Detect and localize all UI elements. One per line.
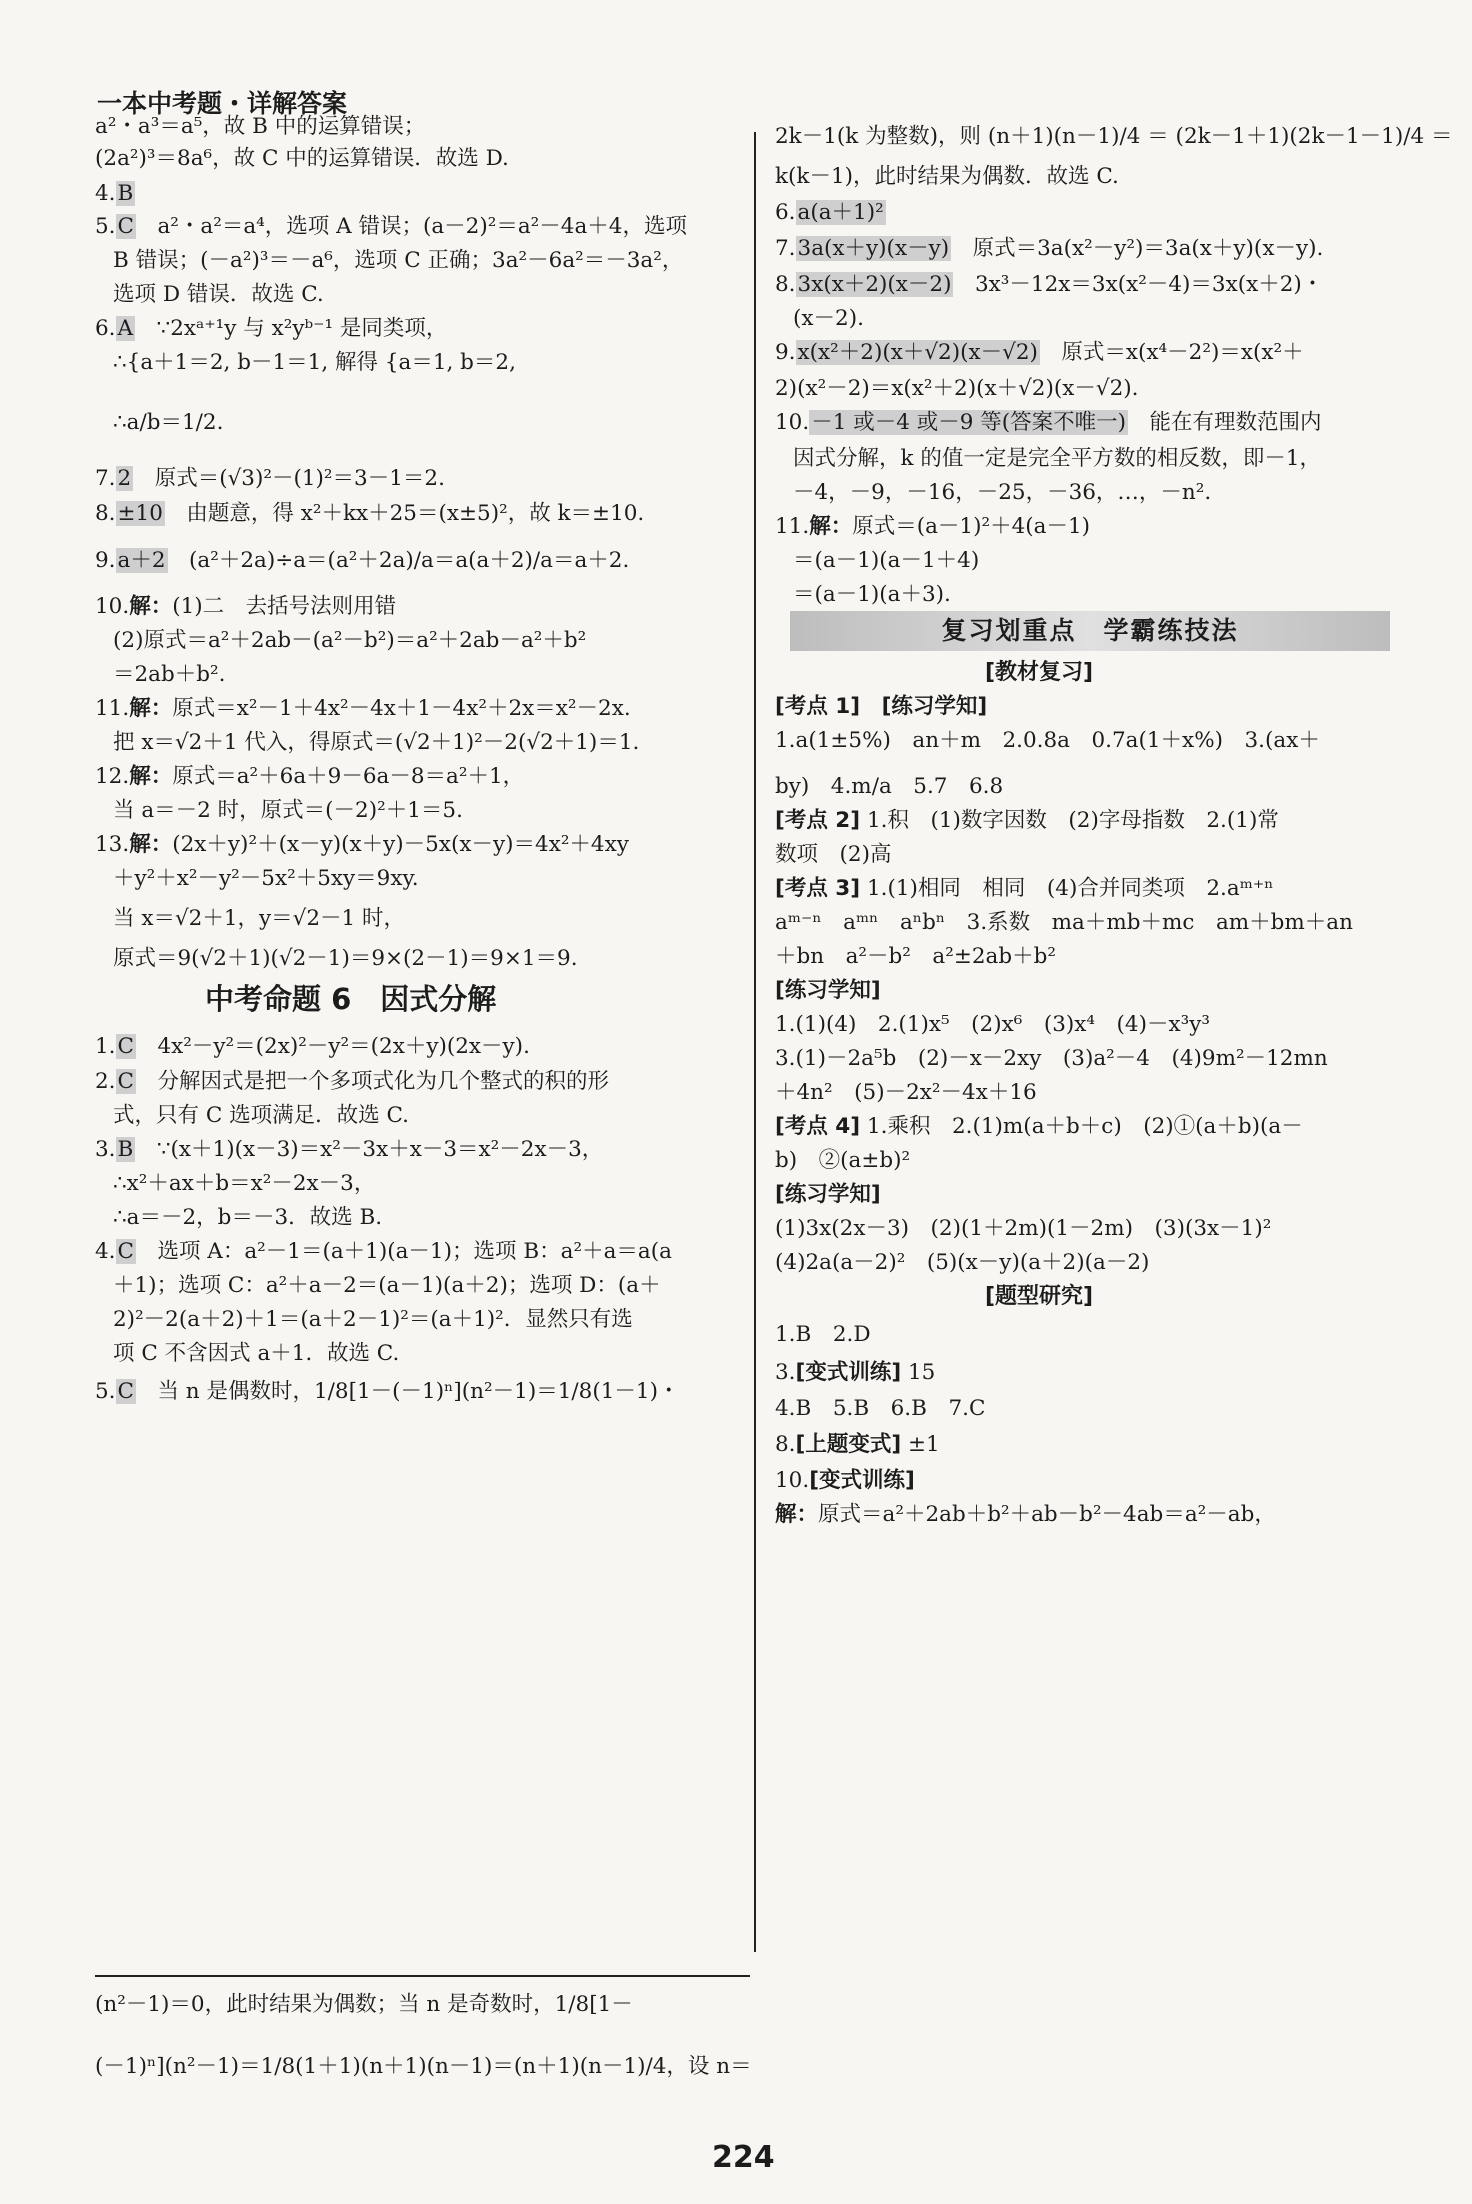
line-text: (1)二 去括号法则用错 xyxy=(172,594,397,619)
text-line xyxy=(775,122,1453,152)
text-line xyxy=(113,1305,633,1335)
line-text: ∵(x＋1)(x－3)＝x²－3x＋x－3＝x²－2x－3， xyxy=(135,1137,604,1162)
line-text: 原式＝(a－1)²＋4(a－1) xyxy=(852,514,1091,539)
subsection-title: [题型研究] xyxy=(985,1284,1094,1309)
text-line xyxy=(775,772,1003,802)
bold-label: 解： xyxy=(809,514,853,539)
item-number: 8. xyxy=(775,272,796,297)
text-line xyxy=(113,660,225,690)
text-line xyxy=(95,1377,679,1407)
answer-highlight: C xyxy=(117,1034,134,1059)
line-text: k(k－1)，此时结果为偶数．故选 C. xyxy=(775,164,1119,189)
line-text: ±1 xyxy=(901,1432,940,1457)
text-line xyxy=(113,944,578,974)
line-text: 由题意，得 x²＋kx＋25＝(x±5)²，故 k＝±10. xyxy=(164,501,645,526)
text-line xyxy=(775,1358,935,1388)
text-line xyxy=(985,658,1093,688)
text-line xyxy=(775,234,1323,264)
text-line xyxy=(775,692,987,722)
line-text: ∴a＝－2，b＝－3．故选 B. xyxy=(113,1205,383,1230)
answer-highlight: C xyxy=(117,214,134,239)
text-line xyxy=(113,796,463,826)
line-text: 原式＝x(x⁴－2²)＝x(x²＋ xyxy=(1039,340,1304,365)
line-text: a²・a²＝a⁴，选项 A 错误；(a－2)²＝a²－4a＋4，选项 xyxy=(135,214,687,239)
text-line xyxy=(113,864,419,894)
line-text: 1.积 (1)数字因数 (2)字母指数 2.(1)常 xyxy=(860,808,1279,833)
text-line xyxy=(113,728,639,758)
line-text: 当 x＝√2＋1，y＝√2－1 时， xyxy=(113,906,406,931)
line-text: 4x²－y²＝(2x)²－y²＝(2x＋y)(2x－y). xyxy=(135,1034,530,1059)
item-number: 3. xyxy=(95,1137,116,1162)
text-line xyxy=(95,112,425,142)
text-line xyxy=(775,338,1304,368)
answer-highlight: x(x²＋2)(x＋√2)(x－√2) xyxy=(797,340,1038,365)
text-line xyxy=(775,1466,915,1496)
line-text: ＋y²＋x²－y²－5x²＋5xy＝9xy. xyxy=(113,866,419,891)
bold-label: [考点 3] xyxy=(775,876,861,901)
bottom-divider xyxy=(95,1975,750,1977)
line-text: (x－2). xyxy=(793,306,864,331)
answer-highlight: C xyxy=(117,1239,134,1264)
text-line xyxy=(775,1430,940,1460)
item-number: 12. xyxy=(95,764,130,789)
text-line xyxy=(775,806,1279,836)
text-line xyxy=(775,942,1056,972)
line-text: 1.a(1±5%) an＋m 2.0.8a 0.7a(1＋x%) 3.(ax＋ xyxy=(775,728,1320,753)
text-line xyxy=(95,1032,530,1062)
answer-highlight: 2 xyxy=(117,466,132,491)
text-line xyxy=(793,546,979,576)
line-text: ＝(a－1)(a－1＋4) xyxy=(793,548,980,573)
line-text: 原式＝3a(x²－y²)＝3a(x＋y)(x－y). xyxy=(951,236,1324,261)
bold-label: [考点 2] xyxy=(775,808,861,833)
line-text: (4)2a(a－2)² (5)(x－y)(a＋2)(a－2) xyxy=(775,1250,1150,1275)
bold-label: [变式训练] xyxy=(809,1468,915,1493)
text-line xyxy=(775,908,1353,938)
bold-label: 解： xyxy=(129,696,173,721)
text-line xyxy=(113,408,223,438)
text-line xyxy=(775,1078,1037,1108)
item-number: 1. xyxy=(95,1034,116,1059)
bold-label: [上题变式] xyxy=(795,1432,902,1457)
text-line xyxy=(775,1010,1210,1040)
text-line xyxy=(95,546,629,576)
line-text: 把 x＝√2＋1 代入，得原式＝(√2＋1)²－2(√2＋1)＝1. xyxy=(113,730,640,755)
text-line xyxy=(775,1500,1276,1530)
subsection-title: [教材复习] xyxy=(985,660,1094,685)
text-line xyxy=(775,1044,1328,1074)
line-text: ＝(a－1)(a＋3). xyxy=(793,582,951,607)
text-line xyxy=(113,280,324,310)
line-text: 原式＝(√3)²－(1)²＝3－1＝2. xyxy=(133,466,445,491)
bold-label: [考点 1] [练习学知] xyxy=(775,694,988,719)
line-text: －4，－9，－16，－25，－36，…，－n². xyxy=(793,480,1212,505)
line-text: ＝2ab＋b². xyxy=(113,662,226,687)
item-number: 9. xyxy=(95,548,116,573)
text-line xyxy=(985,1282,1093,1312)
answer-highlight: a(a＋1)² xyxy=(797,200,884,225)
item-number: 2. xyxy=(95,1069,116,1094)
line-text: (n²－1)＝0，此时结果为偶数；当 n 是奇数时，1/8[1－ xyxy=(95,1992,633,2017)
line-text: 4.B 5.B 6.B 7.C xyxy=(775,1396,986,1421)
text-line xyxy=(95,314,447,344)
text-line xyxy=(775,726,1320,756)
text-line xyxy=(95,830,629,860)
line-text: 式，只有 C 选项满足．故选 C. xyxy=(113,1103,409,1128)
item-number: 9. xyxy=(775,340,796,365)
line-text: ＋bn a²－b² a²±2ab＋b² xyxy=(775,944,1057,969)
section-heading: 中考命题 6 因式分解 xyxy=(205,982,497,1016)
text-line xyxy=(775,162,1119,192)
text-line xyxy=(95,2052,752,2082)
line-text: 项 C 不含因式 a＋1．故选 C. xyxy=(113,1341,400,1366)
line-text: (a²＋2a)÷a＝(a²＋2a)/a＝a(a＋2)/a＝a＋2. xyxy=(167,548,630,573)
bold-label: 解： xyxy=(129,594,173,619)
text-line xyxy=(95,499,644,529)
text-line xyxy=(775,198,886,228)
item-number: 5. xyxy=(95,214,116,239)
text-line xyxy=(113,1339,399,1369)
text-line xyxy=(775,1112,1303,1142)
item-number: 7. xyxy=(775,236,796,261)
line-text: 1.B 2.D xyxy=(775,1322,871,1347)
answer-highlight: 3a(x＋y)(x－y) xyxy=(797,236,950,261)
answer-highlight: a＋2 xyxy=(117,548,166,573)
text-line xyxy=(95,694,631,724)
line-text: b) ②(a±b)² xyxy=(775,1148,911,1173)
item-number: 10. xyxy=(775,410,810,435)
line-text: 1.(1)相同 相同 (4)合并同类项 2.aᵐ⁺ⁿ xyxy=(860,876,1274,901)
line-text: ∴a/b＝1/2. xyxy=(113,410,224,435)
answer-highlight: 3x(x＋2)(x－2) xyxy=(797,272,952,297)
line-text: aᵐ⁻ⁿ aᵐⁿ aⁿbⁿ 3.系数 ma＋mb＋mc am＋bm＋an xyxy=(775,910,1353,935)
text-line xyxy=(793,478,1211,508)
line-text: 当 a＝－2 时，原式＝(－2)²＋1＝5. xyxy=(113,798,463,823)
item-number: 10. xyxy=(775,1468,810,1493)
text-line xyxy=(95,592,396,622)
line-text: 原式＝a²＋6a＋9－6a－8＝a²＋1， xyxy=(172,764,525,789)
line-text: 原式＝a²＋2ab＋b²＋ab－b²－4ab＝a²－ab， xyxy=(818,1502,1276,1527)
text-line xyxy=(775,1320,871,1350)
answer-highlight: －1 或－4 或－9 等(答案不唯一) xyxy=(811,410,1127,435)
line-text: ＋4n² (5)－2x²－4x＋16 xyxy=(775,1080,1037,1105)
line-text: 能在有理数范围内 xyxy=(1128,410,1322,435)
line-text: 当 n 是偶数时，1/8[1－(－1)ⁿ](n²－1)＝1/8(1－1)・ xyxy=(135,1379,680,1404)
line-text: 1.(1)(4) 2.(1)x⁵ (2)x⁶ (3)x⁴ (4)－x³y³ xyxy=(775,1012,1210,1037)
bold-label: 解： xyxy=(775,1502,819,1527)
line-text: a²・a³＝a⁵，故 B 中的运算错误； xyxy=(95,114,426,139)
line-text: by) 4.m/a 5.7 6.8 xyxy=(775,774,1004,799)
text-line xyxy=(113,1169,375,1199)
text-line xyxy=(793,304,864,334)
text-line xyxy=(95,144,509,174)
text-line xyxy=(793,444,1321,474)
answer-highlight: B xyxy=(117,181,134,206)
answer-highlight: C xyxy=(117,1379,134,1404)
item-number: 4. xyxy=(95,1239,116,1264)
line-text: 2)²－2(a＋2)＋1＝(a＋2－1)²＝(a＋1)²．显然只有选 xyxy=(113,1307,633,1332)
text-line xyxy=(95,1135,603,1165)
banner-text: 复习划重点 学霸练技法 xyxy=(941,616,1239,645)
bold-label: [练习学知] xyxy=(775,1182,881,1207)
line-text: (2a²)³＝8a⁶，故 C 中的运算错误．故选 D. xyxy=(95,146,509,171)
item-number: 8. xyxy=(775,1432,796,1457)
line-text: 因式分解，k 的值一定是完全平方数的相反数，即－1， xyxy=(793,446,1322,471)
line-text: (2)原式＝a²＋2ab－(a²－b²)＝a²＋2ab－a²＋b² xyxy=(113,628,587,653)
line-text: (2x＋y)²＋(x－y)(x＋y)－5x(x－y)＝4x²＋4xy xyxy=(172,832,629,857)
text-line xyxy=(95,1067,609,1097)
text-line xyxy=(775,374,1139,404)
text-line xyxy=(205,984,496,1014)
line-text: (1)3x(2x－3) (2)(1＋2m)(1－2m) (3)(3x－1)² xyxy=(775,1216,1272,1241)
text-line xyxy=(113,904,405,934)
bold-label: [变式训练] xyxy=(795,1360,902,1385)
text-line xyxy=(113,348,516,378)
bold-label: 解： xyxy=(129,764,173,789)
text-line xyxy=(775,1180,881,1210)
item-number: 11. xyxy=(775,514,810,539)
item-number: 6. xyxy=(95,316,116,341)
text-line xyxy=(775,1394,985,1424)
text-line xyxy=(95,1237,672,1267)
line-text: 原式＝x²－1＋4x²－4x＋1－4x²＋2x＝x²－2x. xyxy=(172,696,631,721)
bold-label: 解： xyxy=(129,832,173,857)
text-line xyxy=(113,1101,409,1131)
line-text: B 错误；(－a²)³＝－a⁶，选项 C 正确；3a²－6a²＝－3a²， xyxy=(113,248,684,273)
item-number: 11. xyxy=(95,696,130,721)
item-number: 10. xyxy=(95,594,130,619)
answer-highlight: B xyxy=(117,1137,134,1162)
line-text: ＋1)；选项 C：a²＋a－2＝(a－1)(a＋2)；选项 D：(a＋ xyxy=(113,1273,661,1298)
section-banner xyxy=(790,611,1390,651)
line-text: 2)(x²－2)＝x(x²＋2)(x＋√2)(x－√2). xyxy=(775,376,1139,401)
text-line xyxy=(775,408,1322,438)
item-number: 6. xyxy=(775,200,796,225)
answer-highlight: C xyxy=(117,1069,134,1094)
line-text: 分解因式是把一个多项式化为几个整式的积的形 xyxy=(135,1069,609,1094)
line-text: 3.(1)－2a⁵b (2)－x－2xy (3)a²－4 (4)9m²－12mn xyxy=(775,1046,1328,1071)
item-number: 3. xyxy=(775,1360,796,1385)
text-line xyxy=(775,874,1274,904)
item-number: 8. xyxy=(95,501,116,526)
bold-label: [考点 4] xyxy=(775,1114,861,1139)
text-line xyxy=(793,580,951,610)
text-line xyxy=(113,626,586,656)
item-number: 5. xyxy=(95,1379,116,1404)
line-text: 1.乘积 2.(1)m(a＋b＋c) (2)①(a＋b)(a－ xyxy=(860,1114,1303,1139)
page-header: 一本中考题・详解答案 xyxy=(97,89,348,118)
item-number: 7. xyxy=(95,466,116,491)
bold-label: [练习学知] xyxy=(775,978,881,1003)
text-line xyxy=(113,1271,661,1301)
text-line xyxy=(113,246,683,276)
answer-highlight: A xyxy=(117,316,134,341)
column-divider xyxy=(754,132,756,1952)
line-text: ∴x²＋ax＋b＝x²－2x－3， xyxy=(113,1171,376,1196)
line-text: (－1)ⁿ](n²－1)＝1/8(1＋1)(n＋1)(n－1)＝(n＋1)(n－1)/4，设 n＝ xyxy=(95,2054,752,2079)
text-line xyxy=(775,1248,1149,1278)
line-text: 数项 (2)高 xyxy=(775,842,892,867)
line-text: 3x³－12x＝3x(x²－4)＝3x(x＋2)・ xyxy=(953,272,1324,297)
text-line xyxy=(775,1214,1271,1244)
item-number: 13. xyxy=(95,832,130,857)
item-number: 4. xyxy=(95,181,116,206)
text-line xyxy=(775,512,1090,542)
text-line xyxy=(775,976,881,1006)
line-text: ∴{a＋1＝2, b－1＝1, 解得 {a＝1, b＝2, xyxy=(113,350,516,375)
line-text: ∵2xᵃ⁺¹y 与 x²yᵇ⁻¹ 是同类项， xyxy=(135,316,448,341)
text-line xyxy=(775,840,891,870)
line-text: 选项 D 错误．故选 C. xyxy=(113,282,324,307)
line-text: 原式＝9(√2＋1)(√2－1)＝9×(2－1)＝9×1＝9. xyxy=(113,946,578,971)
line-text: 2k－1(k 为整数)，则 (n＋1)(n－1)/4 ＝ (2k－1＋1)(2k－1－1)/4 ＝ xyxy=(775,124,1453,149)
line-text: 选项 A：a²－1＝(a＋1)(a－1)；选项 B：a²＋a＝a(a xyxy=(135,1239,672,1264)
text-line xyxy=(95,464,445,494)
text-line xyxy=(775,270,1323,300)
text-line xyxy=(95,179,135,209)
text-line xyxy=(113,1203,382,1233)
text-line xyxy=(95,212,687,242)
line-text: 15 xyxy=(901,1360,936,1385)
text-line xyxy=(775,1146,910,1176)
page-number: 224 xyxy=(712,2140,775,2175)
text-line xyxy=(95,762,524,792)
text-line xyxy=(95,1990,633,2020)
answer-highlight: ±10 xyxy=(117,501,163,526)
